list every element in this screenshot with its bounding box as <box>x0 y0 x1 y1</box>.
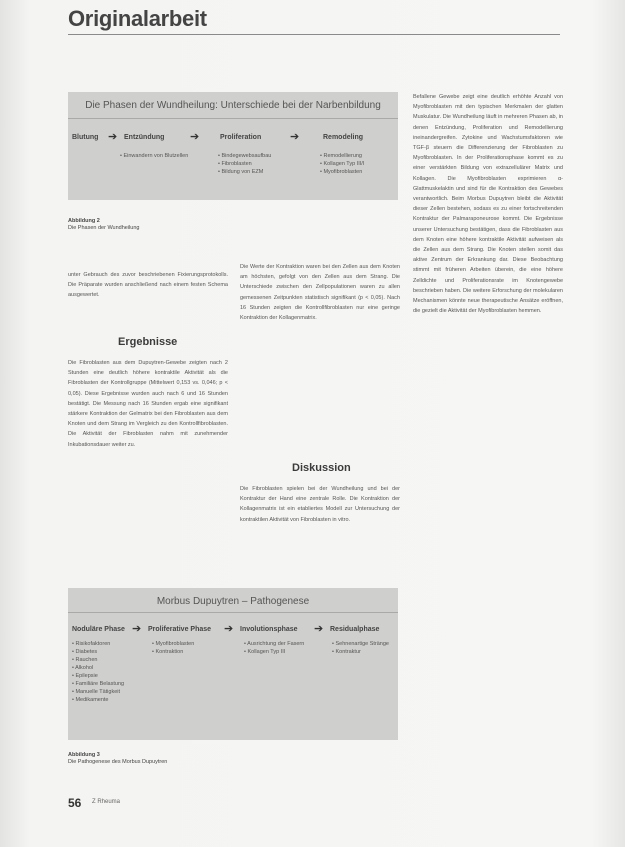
caption-label: Abbildung 3 <box>68 752 100 758</box>
figure-1-stage: Proliferation <box>220 134 262 141</box>
list-item: • Myofibroblasten <box>320 168 364 176</box>
arrow-right-icon: ➔ <box>314 623 324 635</box>
figure-1-caption <box>68 218 139 232</box>
list-item: • Kontraktion <box>152 648 194 656</box>
figure-1-stage: Blutung <box>72 134 99 141</box>
discussion-text-middle: Die Fibroblasten spielen bei der Wundheilung und bei der Kontraktur der Hand eine zentrale Rolle. Die Kontraktion der Kollagenmatrix ist ein etabliertes Modell zur Untersuchung der kontraktilen Aktivität von Fibroblasten in vitro. <box>240 486 400 523</box>
arrow-right-icon: ➔ <box>132 623 142 635</box>
figure-1-bullets <box>320 152 364 176</box>
figure-1-bullets <box>120 152 188 160</box>
list-item: • Kontraktur <box>332 648 389 656</box>
list-item: • Epilepsie <box>72 672 124 680</box>
figure-2-rule <box>68 612 398 613</box>
figure-1-title: Die Phasen der Wundheilung: Unterschiede bei der Narbenbildung <box>85 100 381 111</box>
figure-2-bullets <box>152 640 194 656</box>
right-column-text: Befallene Gewebe zeigt eine deutlich erhöhte Anzahl von Myofibroblasten mit den typischen Merkmalen der glatten Muskulatur. Die Wundheilung läuft in mehreren Phasen ab, in denen Entzündung, Proliferation und Remodellierung ineinandergreifen. Zytokine und Wachstumsfaktoren wie TGF-β steuern die Differenzierung der Fibroblasten zu Myofibroblasten. In der Proliferationsphase kommt es zu einer verstärkten Bildung von extrazellulärer Matrix und Kollagen. Die Myofibroblasten exprimieren α-Glattmuskelaktin und sind für die Kontraktion des Gewebes verantwortlich. Beim Morbus Dupuytren bleibt die Aktivität dieser Zellen bestehen, sodass es zu einer fortschreitenden Kontraktur der Palmaraponeurose kommt. Die Ergebnisse unserer Untersuchung bestätigen, dass die Fibroblasten aus dem Knoten eine höhere kontraktile Aktivität aufweisen als die Zellen aus dem Strang. Die Knoten stellen somit das aktive Zentrum der Erkrankung dar. Diese Beobachtung stimmt mit früheren Arbeiten überein, die eine höhere Zelldichte und Proliferationsrate im Knotengewebe beschrieben haben. Die weitere Erforschung der molekularen Mechanismen könnte neue therapeutische Ansätze eröffnen, die gezielt die Aktivität der Myofibroblasten hemmen. <box>413 94 563 315</box>
arrow-right-icon: ➔ <box>108 131 118 143</box>
figure-2-bullets <box>244 640 304 656</box>
figure-2-stage: Residualphase <box>330 626 380 633</box>
footer-journal: Z Rheuma <box>92 799 121 805</box>
list-item: • Bindegewebsaufbau <box>218 152 271 160</box>
caption-label: Abbildung 2 <box>68 218 100 224</box>
list-item: • Alkohol <box>72 664 124 672</box>
results-heading: Ergebnisse <box>118 336 178 348</box>
list-item: • Rauchen <box>72 656 124 664</box>
arrow-right-icon: ➔ <box>290 131 300 143</box>
list-item: • Familiäre Belastung <box>72 680 124 688</box>
results-text-left: Die Fibroblasten aus dem Dupuytren-Gewebe zeigten nach 2 Stunden eine deutlich höhere kontraktile Aktivität als die Fibroblasten der Kontrollgruppe (Mittelwert 0,153 vs. 0,046; p < 0,05). Diese Ergebnisse wurden auch nach 6 und 16 Stunden bestätigt. Die Messung nach 16 Stunden ergab eine signifikant stärkere Kontraktion der Gelmatrix bei den Fibroblasten aus dem Knoten und dem Strang im Vergleich zu den Kontrollfibroblasten. Die Aktivität der Fibroblasten nahm mit zunehmender Inkubationsdauer weiter zu. <box>68 360 228 448</box>
figure-1-stage: Remodeling <box>323 134 364 141</box>
list-item: • Bildung von EZM <box>218 168 271 176</box>
intro-text-left: unter Gebrauch des zuvor beschriebenen Fixierungsprotokolls. Die Präparate wurden anschließend nach einem festen Schema ausgewertet. <box>68 272 228 299</box>
figure-1-bullets <box>218 152 271 176</box>
figure-2-title: Morbus Dupuytren – Pathogenese <box>156 596 310 607</box>
figure-2 <box>68 588 398 740</box>
caption-text: Die Phasen der Wundheilung <box>68 225 140 231</box>
discussion-heading: Diskussion <box>292 462 351 474</box>
results-text-middle: Die Werte der Kontraktion waren bei den Zellen aus dem Knoten am höchsten, gefolgt von den Zellen aus dem Strang. Die Unterschiede zwischen den Zellpopulationen waren zu allen gemessenen Zeitpunkten statistisch signifikant (p < 0,05). Nach 16 Stunden zeigten die Kontrollfibroblasten nur eine geringe Kontraktion der Kollagenmatrix. <box>240 264 400 322</box>
page-title: Originalarbeit <box>68 6 207 31</box>
list-item: • Fibroblasten <box>218 160 271 168</box>
arrow-right-icon: ➔ <box>224 623 234 635</box>
figure-1 <box>68 92 398 200</box>
list-item: • Manuelle Tätigkeit <box>72 688 124 696</box>
list-item: • Diabetes <box>72 648 124 656</box>
arrow-right-icon: ➔ <box>190 131 200 143</box>
figure-2-bullets <box>332 640 389 656</box>
list-item: • Risikofaktoren <box>72 640 124 648</box>
list-item: • Myofibroblasten <box>152 640 194 648</box>
figure-2-stage: Proliferative Phase <box>148 626 212 633</box>
caption-text: Die Pathogenese des Morbus Dupuytren <box>68 759 168 765</box>
list-item: • Medikamente <box>72 696 124 704</box>
figure-2-bullets <box>72 640 124 704</box>
list-item: • Einwandern von Blutzellen <box>120 152 188 160</box>
list-item: • Ausrichtung der Fasern <box>244 640 304 648</box>
list-item: • Sehnenartige Stränge <box>332 640 389 648</box>
figure-2-stage: Involutionsphase <box>240 626 298 633</box>
list-item: • Kollagen Typ III/I <box>320 160 364 168</box>
figure-2-caption <box>68 752 167 766</box>
figure-1-rule <box>68 118 398 119</box>
list-item: • Kollagen Typ III <box>244 648 304 656</box>
list-item: • Remodellierung <box>320 152 364 160</box>
page-number: 56 <box>68 796 82 810</box>
header-rule <box>68 34 560 35</box>
figure-1-stage: Entzündung <box>124 134 165 141</box>
figure-2-stage: Noduläre Phase <box>72 626 125 633</box>
